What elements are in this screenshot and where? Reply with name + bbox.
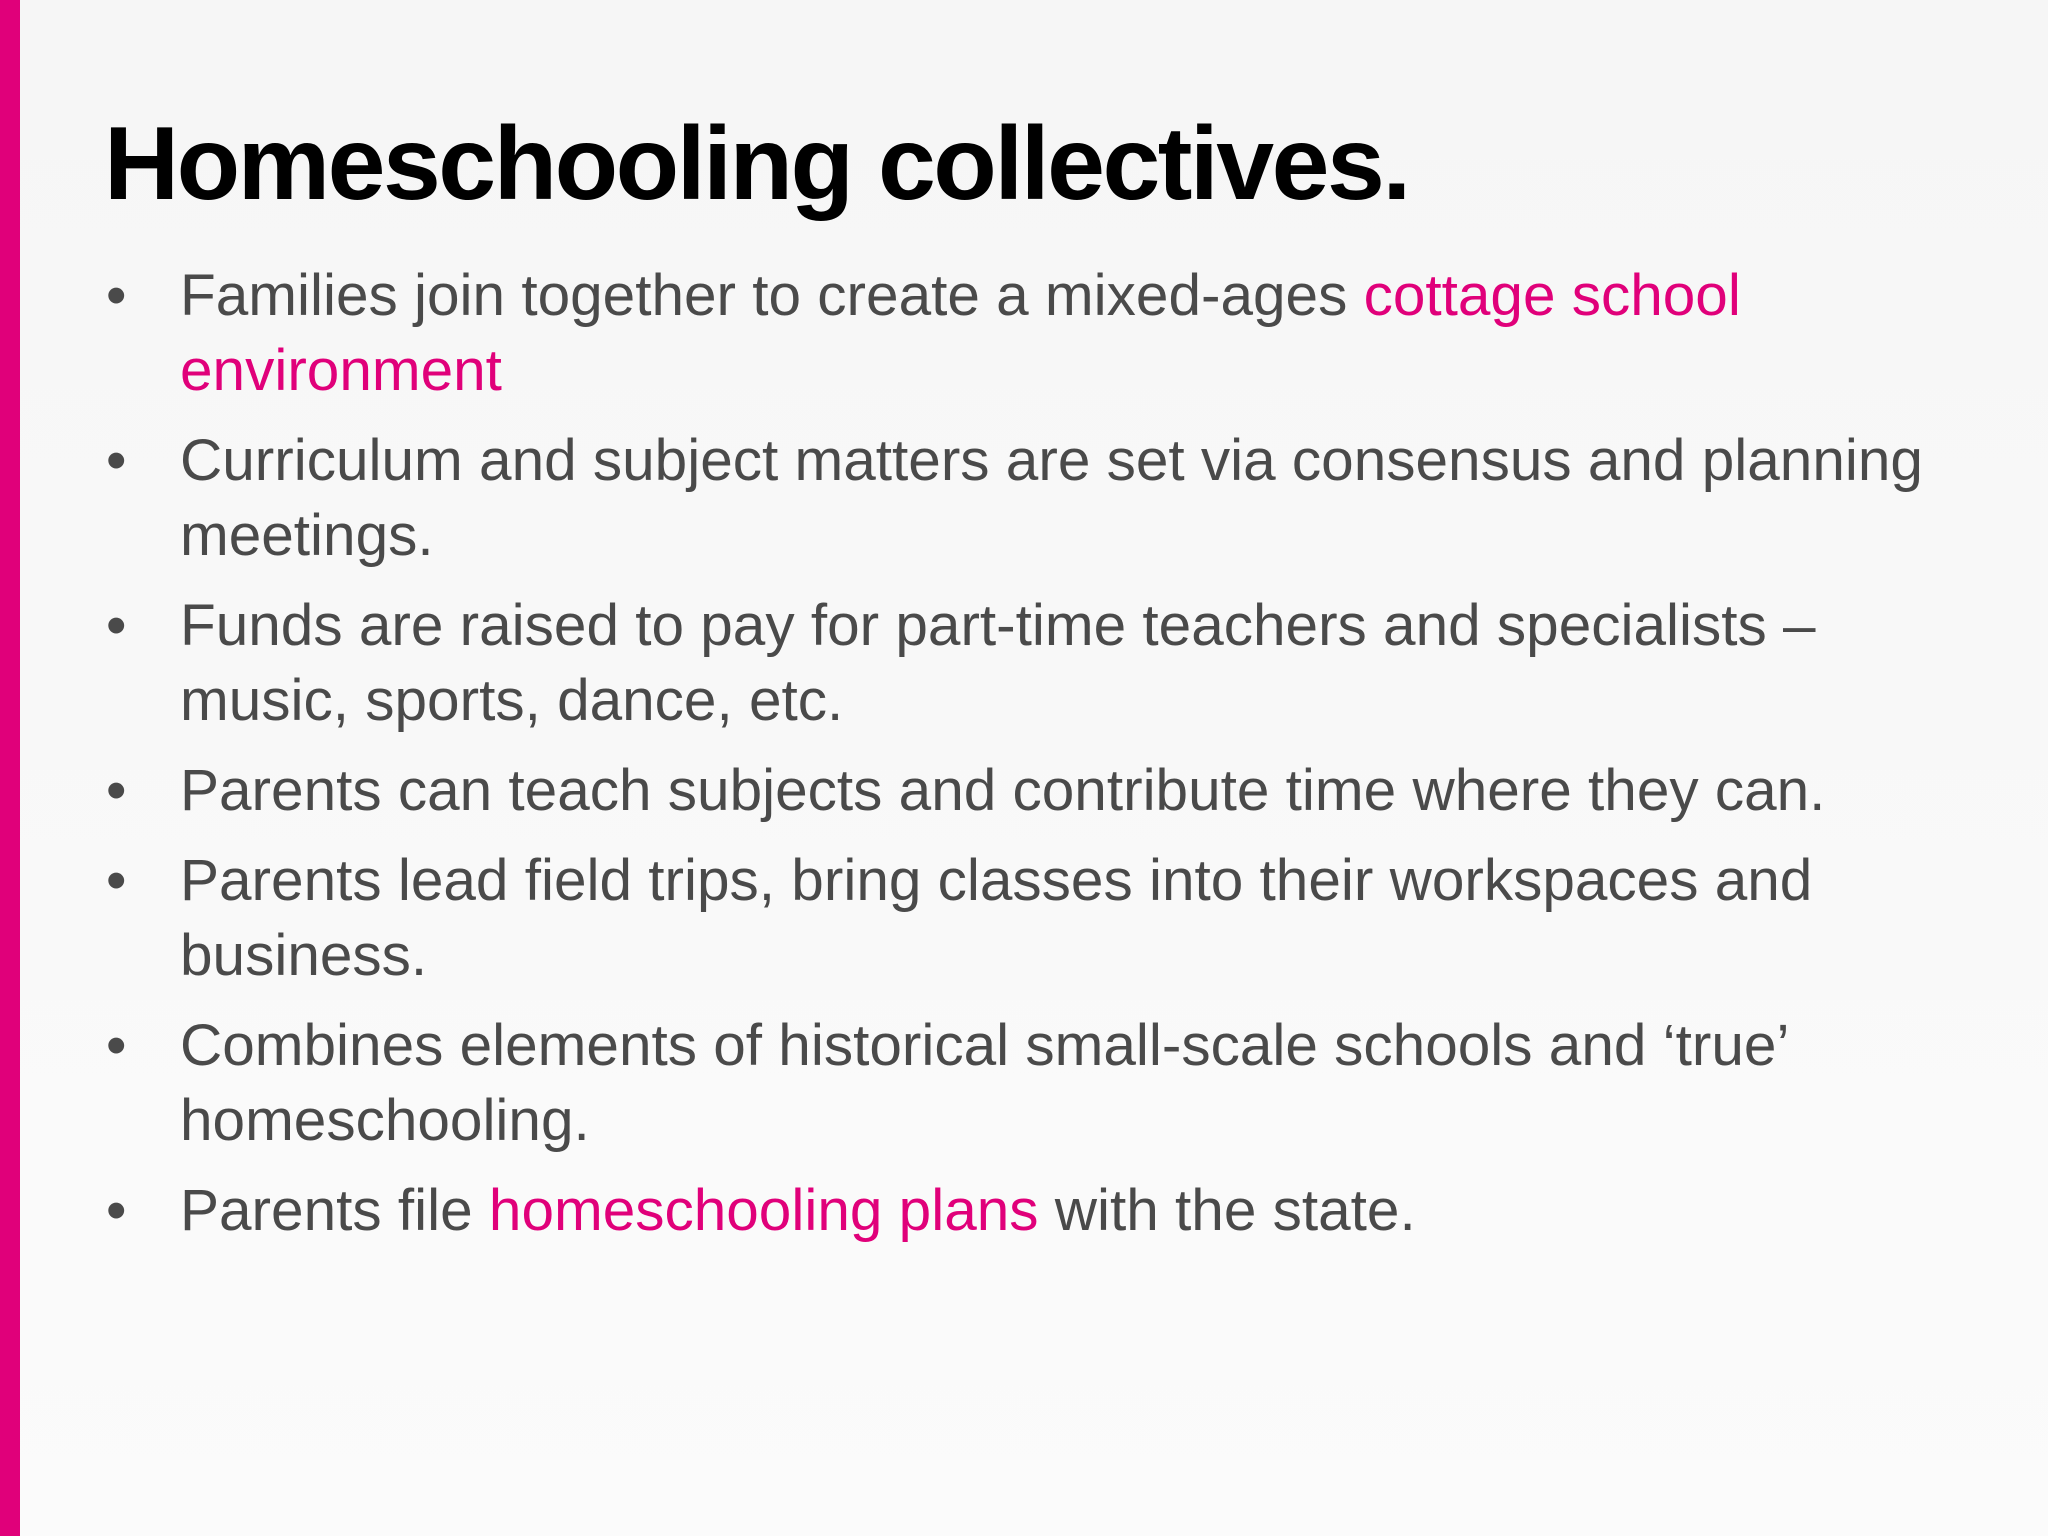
- accent-bar: [0, 0, 20, 1536]
- link-homeschooling-plans[interactable]: homeschooling plans: [488, 1178, 1039, 1243]
- bullet-item: [104, 843, 1984, 993]
- bullet-icon: •: [106, 263, 127, 328]
- bullet-item: [104, 1173, 1984, 1248]
- bullet-icon: •: [106, 758, 127, 823]
- bullet-text: Funds are raised to pay for part-time teachers and specialists – music, sports, dance, etc.: [180, 593, 1816, 733]
- bullet-item: [104, 753, 1984, 828]
- bullet-text: Parents file: [180, 1178, 489, 1243]
- bullet-text: Curriculum and subject matters are set via consensus and planning meetings.: [180, 428, 1923, 568]
- bullet-item: [104, 588, 1984, 738]
- bullet-text: Parents can teach subjects and contribute time where they can.: [180, 758, 1826, 823]
- bullet-item: [104, 423, 1984, 573]
- bullet-text: Families join together to create a mixed-ages: [180, 263, 1364, 328]
- bullet-icon: •: [106, 848, 127, 913]
- slide-title: Homeschooling collectives.: [104, 106, 1409, 222]
- bullet-text: Parents lead field trips, bring classes into their workspaces and business.: [180, 848, 1813, 988]
- bullet-icon: •: [106, 428, 127, 493]
- bullet-item: [104, 1008, 1984, 1158]
- bullet-icon: •: [106, 1178, 127, 1243]
- bullet-text: with the state.: [1038, 1178, 1416, 1243]
- bullet-icon: •: [106, 1013, 127, 1078]
- bullet-item: [104, 258, 1984, 408]
- link-cottage-school-environment[interactable]: cottage school environment: [180, 263, 1741, 403]
- bullet-icon: •: [106, 593, 127, 658]
- bullet-text: Combines elements of historical small-scale schools and ‘true’ homeschooling.: [180, 1013, 1788, 1153]
- bullet-list: [104, 258, 1984, 1263]
